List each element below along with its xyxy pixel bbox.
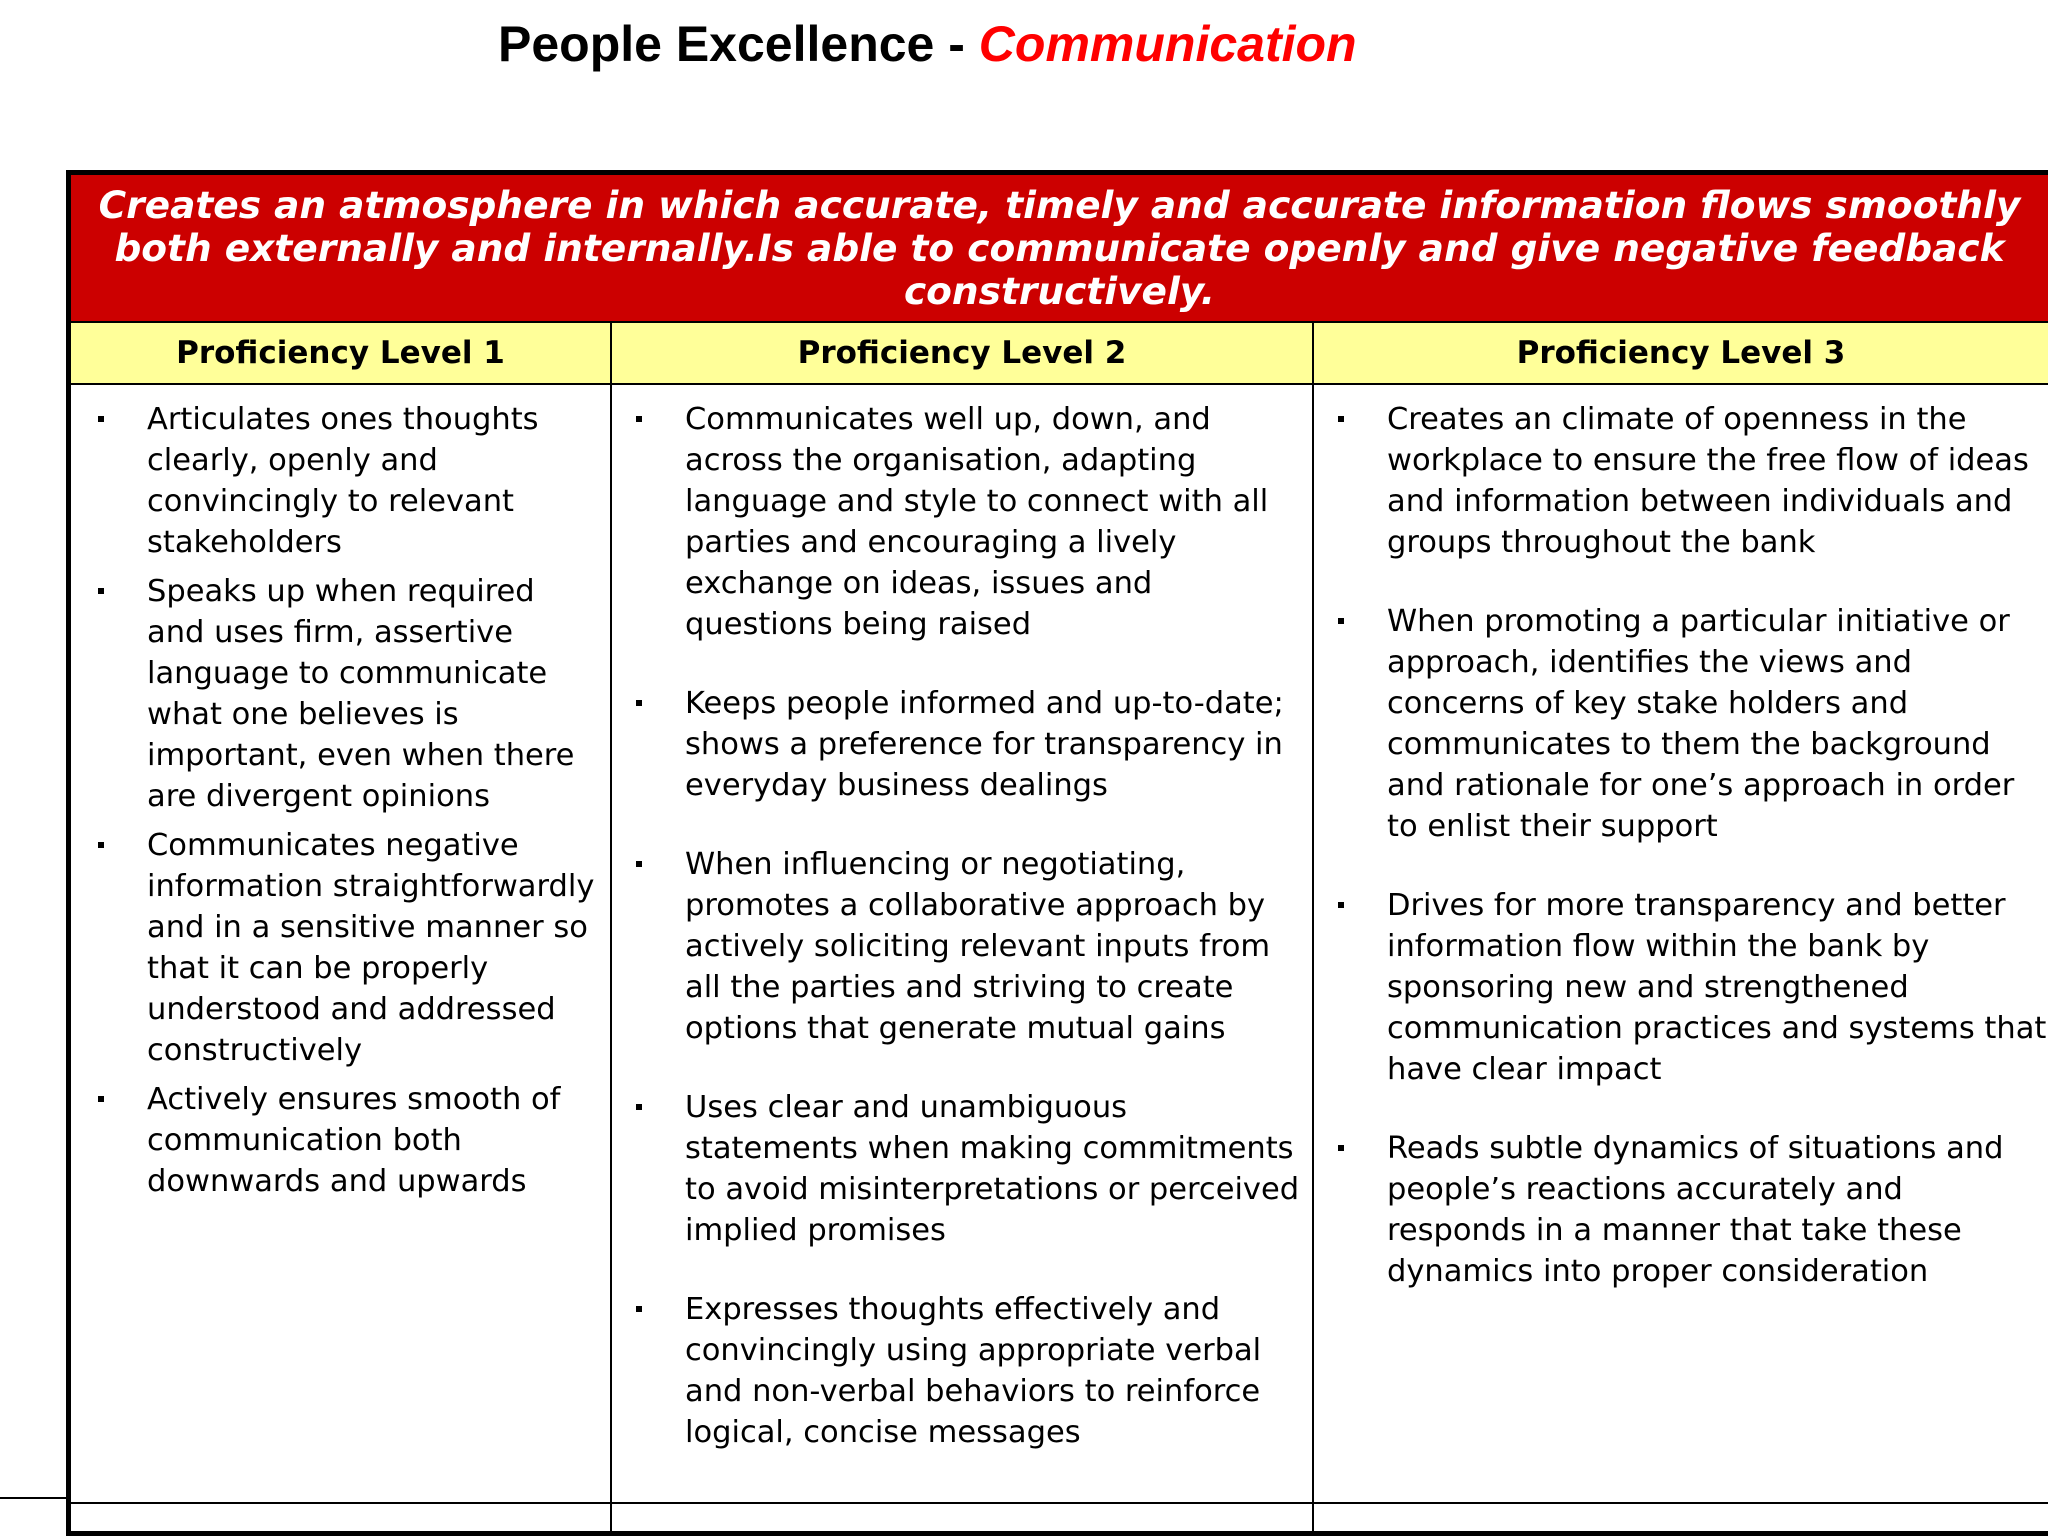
competency-table xyxy=(66,170,2048,1536)
list-item xyxy=(79,399,599,563)
bullet-icon xyxy=(636,1104,642,1110)
behaviour-text: When influencing or negotiating, promotes a collaborative approach by actively soliciting relevant inputs from all the parties and striving to create options that generate mutual gains xyxy=(685,847,1271,1046)
list-item xyxy=(79,825,599,1071)
bullet-icon xyxy=(636,1306,642,1312)
behaviour-text: Creates an climate of openness in the workplace to ensure the free flow of ideas and information between individuals and groups throughout the bank xyxy=(1387,402,2029,560)
bullet-icon xyxy=(1338,416,1344,422)
behaviour-text: Communicates well up, down, and across the organisation, adapting language and style to connect with all parties and encouraging a lively exchange on ideas, issues and questions being raised xyxy=(685,402,1269,642)
bullet-icon xyxy=(1338,902,1344,908)
column-divider xyxy=(1312,323,1314,1531)
list-item xyxy=(1319,601,2048,847)
column-heading-level-3: Proficiency Level 3 xyxy=(1516,335,1846,371)
list-item xyxy=(617,1289,1307,1453)
bullet-icon xyxy=(636,861,642,867)
behaviour-text: Keeps people informed and up-to-date; shows a preference for transparency in everyday business dealings xyxy=(685,686,1284,803)
list-item xyxy=(617,683,1307,806)
list-item xyxy=(79,1079,599,1202)
bullet-icon xyxy=(636,416,642,422)
behaviour-text: Speaks up when required and uses firm, assertive language to communicate what one believes is important, even when there are divergent opinions xyxy=(147,574,575,814)
behaviour-text: Expresses thoughts effectively and convincingly using appropriate verbal and non-verbal behaviors to reinforce logical, concise messages xyxy=(685,1292,1262,1450)
list-item xyxy=(1319,399,2048,563)
behaviour-text: Communicates negative information straightforwardly and in a sensitive manner so that it can be properly understood and addressed constructively xyxy=(147,828,595,1068)
proficiency-header-row xyxy=(71,323,2048,385)
behaviour-text: When promoting a particular initiative or approach, identifies the views and concerns of key stake holders and communicates to them the background and rationale for one’s approach in order to enlist their support xyxy=(1387,604,2015,844)
bullet-icon xyxy=(98,1096,104,1102)
list-item xyxy=(1319,1128,2048,1292)
bullet-icon xyxy=(1338,618,1344,624)
list-item xyxy=(617,844,1307,1049)
bullet-icon xyxy=(636,700,642,706)
list-item xyxy=(617,399,1307,645)
bullet-icon xyxy=(98,842,104,848)
table-bottom-rule xyxy=(71,1502,2048,1504)
left-margin-rule xyxy=(0,1497,66,1499)
list-item xyxy=(79,571,599,817)
title-main: People Excellence - xyxy=(498,16,979,72)
column-heading-level-2: Proficiency Level 2 xyxy=(797,335,1127,371)
page-title xyxy=(498,14,1357,74)
level-2-behaviours xyxy=(617,399,1307,1453)
behaviour-text: Actively ensures smooth of communication both downwards and upwards xyxy=(147,1082,561,1199)
competency-definition-banner xyxy=(71,175,2048,323)
level-1-behaviours xyxy=(79,399,599,1202)
list-item xyxy=(617,1087,1307,1251)
competency-definition-text: Creates an atmosphere in which accurate, timely and accurate information flows smoothly both externally and internally.Is able to communicate openly and give negative feedback constructively. xyxy=(98,182,2021,313)
bullet-icon xyxy=(98,416,104,422)
level-3-behaviours xyxy=(1319,399,2048,1292)
list-item xyxy=(1319,885,2048,1090)
behaviour-text: Articulates ones thoughts clearly, openly and convincingly to relevant stakeholders xyxy=(147,402,539,560)
behaviour-text: Drives for more transparency and better information flow within the bank by sponsoring new and strengthened communication practices and systems that have clear impact xyxy=(1387,888,2047,1087)
title-accent: Communication xyxy=(978,16,1357,72)
column-divider xyxy=(610,323,612,1531)
bullet-icon xyxy=(1338,1145,1344,1151)
behaviour-text: Reads subtle dynamics of situations and people’s reactions accurately and responds in a manner that take these dynamics into proper consideration xyxy=(1387,1131,2004,1289)
bullet-icon xyxy=(98,588,104,594)
behaviour-text: Uses clear and unambiguous statements when making commitments to avoid misinterpretations or perceived implied promises xyxy=(685,1090,1300,1248)
column-heading-level-1: Proficiency Level 1 xyxy=(176,335,505,371)
